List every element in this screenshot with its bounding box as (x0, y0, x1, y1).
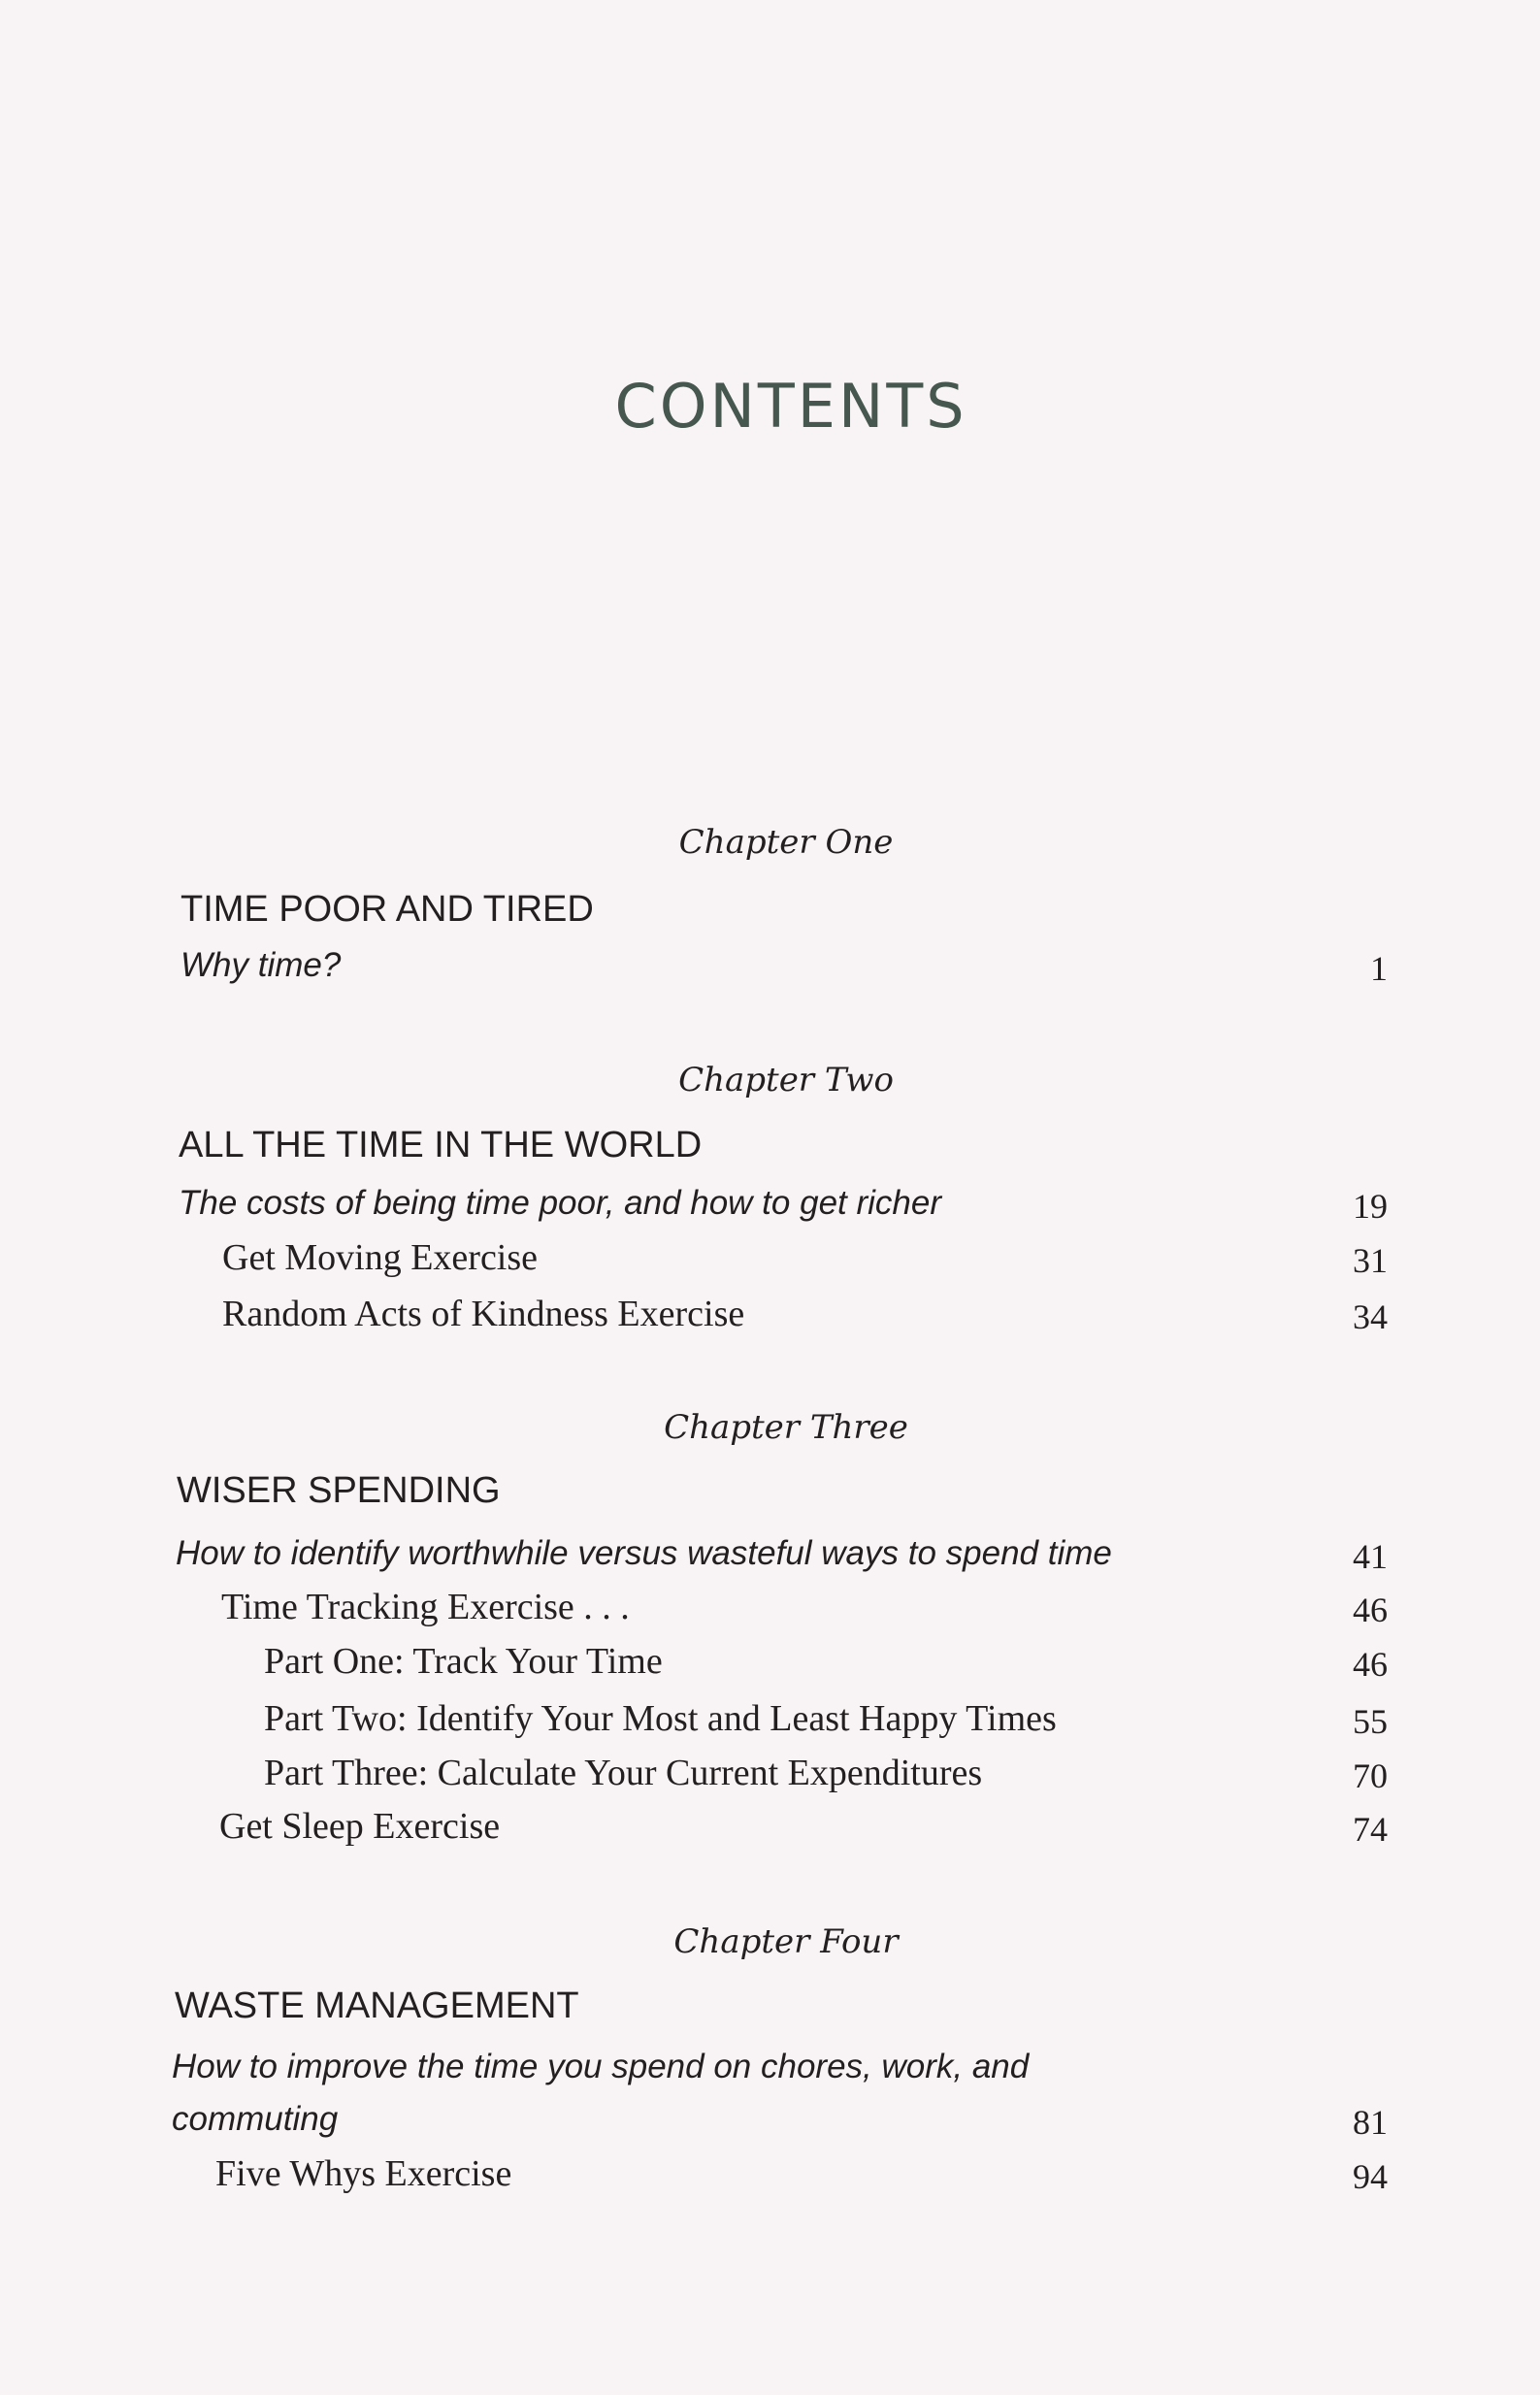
toc-entry: Five Whys Exercise (215, 2153, 512, 2194)
chapter-subtitle: Why time? (180, 946, 342, 984)
toc-entry: Get Moving Exercise (222, 1237, 539, 1278)
page-number: 94 (1353, 2157, 1388, 2196)
page-number: 46 (1353, 1645, 1388, 1684)
toc-entry: Part Two: Identify Your Most and Least Happy Times (264, 1698, 1057, 1739)
page-number: 1 (1370, 949, 1388, 988)
chapter-subtitle: How to identify worthwhile versus wasteful ways to spend time (176, 1534, 1112, 1572)
page-number: 81 (1353, 2103, 1388, 2142)
chapter-label: Chapter One (678, 823, 894, 862)
page-number: 55 (1353, 1702, 1388, 1741)
page-title: CONTENTS (614, 371, 967, 442)
page-number: 46 (1353, 1591, 1388, 1629)
chapter-label: Chapter Three (664, 1408, 908, 1447)
chapter-heading: TIME POOR AND TIRED (180, 889, 594, 930)
chapter-heading: WASTE MANAGEMENT (175, 1985, 579, 2026)
chapter-subtitle: How to improve the time you spend on chores, work, and (172, 2048, 1030, 2085)
page-number: 31 (1353, 1241, 1388, 1280)
page-number: 34 (1353, 1297, 1388, 1336)
toc-entry: Random Acts of Kindness Exercise (222, 1294, 745, 1334)
chapter-heading: ALL THE TIME IN THE WORLD (179, 1125, 703, 1165)
toc-entry: Part Three: Calculate Your Current Expenditures (264, 1753, 983, 1793)
toc-entry: Part One: Track Your Time (264, 1641, 663, 1682)
chapter-subtitle: The costs of being time poor, and how to get richer (179, 1184, 941, 1222)
chapter-label: Chapter Two (678, 1061, 894, 1099)
page-number: 19 (1353, 1187, 1388, 1226)
toc-entry: Get Sleep Exercise (219, 1806, 501, 1847)
page-number: 74 (1353, 1810, 1388, 1849)
page-number: 41 (1353, 1537, 1388, 1576)
chapter-heading: WISER SPENDING (177, 1470, 501, 1511)
toc-entry: Time Tracking Exercise . . . (221, 1587, 630, 1627)
chapter-label: Chapter Four (673, 1922, 899, 1961)
page-number: 70 (1353, 1756, 1388, 1795)
chapter-subtitle: commuting (172, 2100, 339, 2138)
